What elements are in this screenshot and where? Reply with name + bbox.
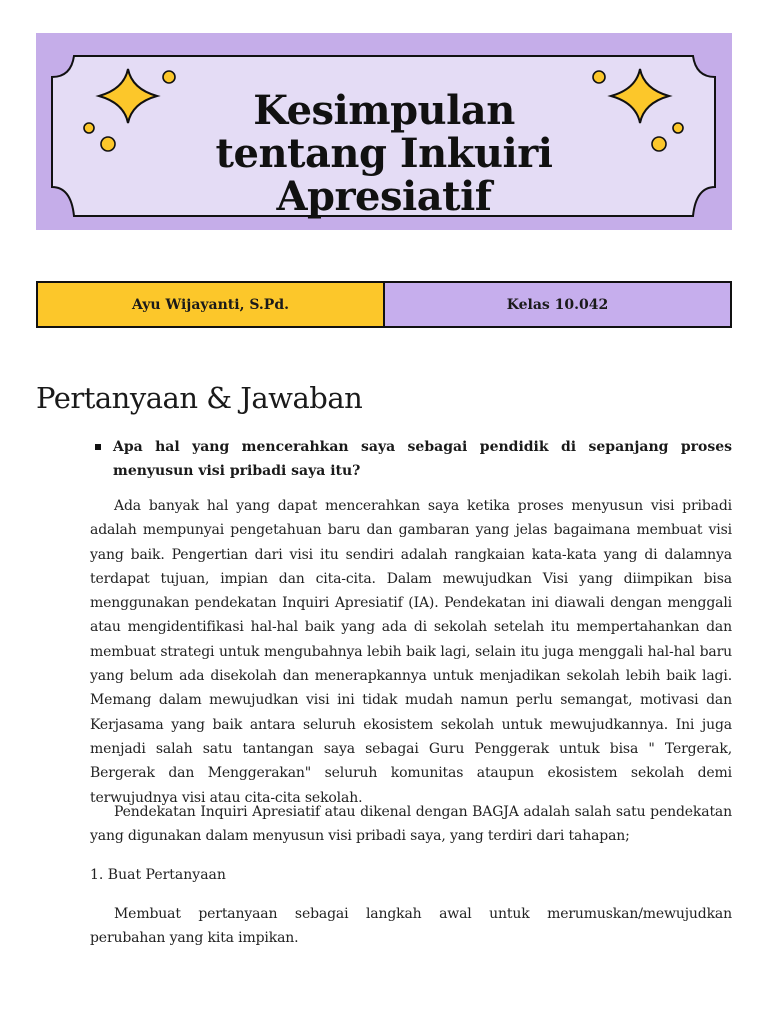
answer-paragraph: Pendekatan Inquiri Apresiatif atau dikenal dengan BAGJA adalah salah satu pendekatan yang digunakan dalam menyusun visi pribadi saya, yang terdiri dari tahapan; [90, 804, 732, 845]
question-text: Apa hal yang mencerahkan saya sebagai pendidik di sepanjang proses menyusun visi pribadi saya itu? [113, 439, 732, 479]
step-label: 1. Buat Pertanyaan [90, 867, 226, 883]
step-description: Membuat pertanyaan sebagai langkah awal untuk merumuskan/mewujudkan perubahan yang kita impikan. [90, 906, 732, 947]
answer-paragraph: Ada banyak hal yang dapat mencerahkan saya ketika proses menyusun visi pribadi adalah mempunyai pengetahuan baru dan gambaran yang jelas bagaimana membuat visi yang baik. Pengertian dari visi itu sendiri adalah rangkaian kata-kata yang di dalamnya terdapat tujuan, impian dan cita-cita. Dalam mewujudkan Visi yang diimpikan bisa menggunakan pendekatan Inquiri Apresiatif (IA). Pendekatan ini diawali dengan menggali atau mengidentifikasi hal-hal baik yang ada di sekolah setelah itu mempertahankan dan membuat strategi untuk mengubahnya lebih baik lagi, selain itu juga menggali hal-hal baru yang belum ada disekolah dan menerapkannya untuk menjadikan sekolah lebih baik lagi. Memang dalam mewujudkan visi ini tidak mudah namun perlu semangat, motivasi dan Kerjasama yang baik antara seluruh ekosistem sekolah untuk mewujudkannya. Ini juga menjadi salah satu tantangan saya sebagai Guru Penggerak untuk bisa " Tergerak, Bergerak dan Menggerakan" seluruh komunitas ataupun ekosistem sekolah demi terwujudnya visi atau cita-cita sekolah. [90, 498, 732, 806]
question-item [95, 435, 732, 483]
page-title: Kesimpulan tentang Inkuiri Apresiatif [215, 87, 553, 220]
section-heading: Pertanyaan & Jawaban [36, 381, 363, 415]
bullet-icon [95, 444, 101, 450]
class-label: Kelas 10.042 [385, 283, 730, 326]
info-table [36, 281, 732, 328]
author-name: Ayu Wijayanti, S.Pd. [38, 283, 385, 326]
title-banner [36, 33, 732, 230]
